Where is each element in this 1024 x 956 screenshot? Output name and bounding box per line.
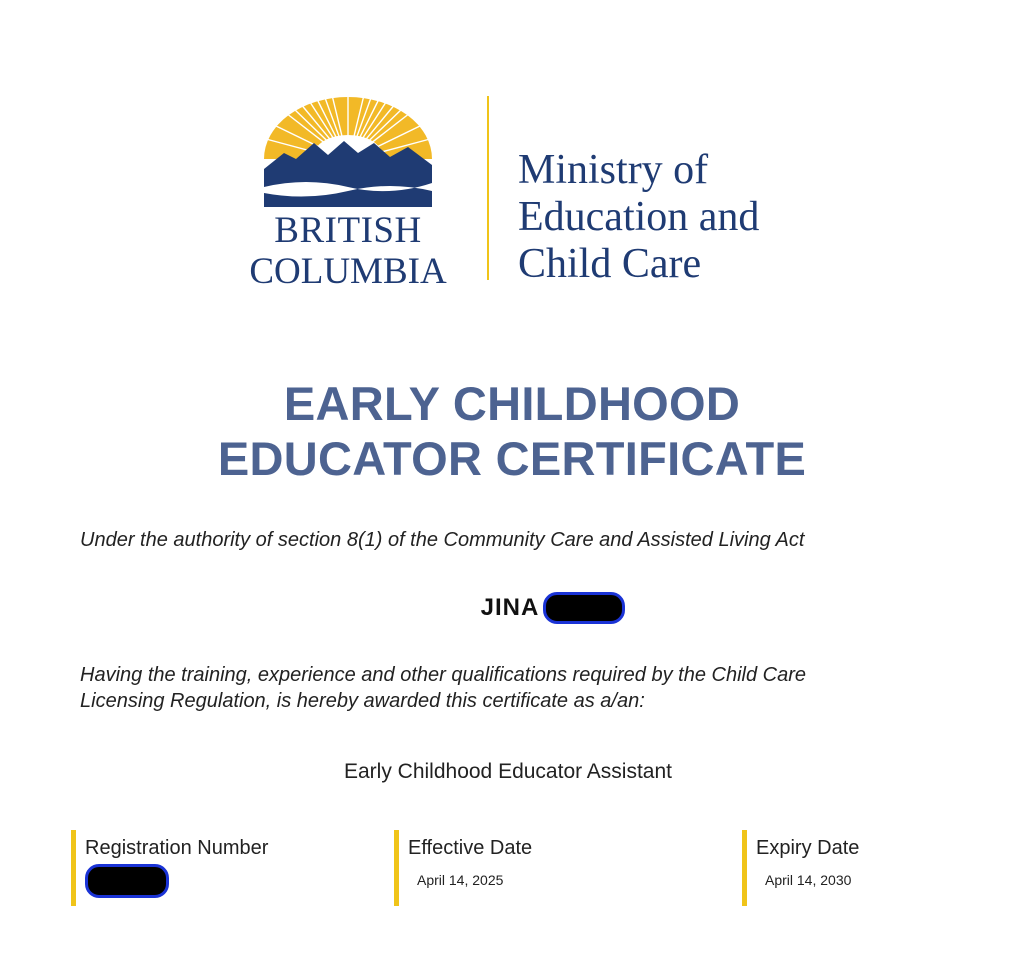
redaction-registration-number (85, 864, 169, 898)
holder-name: JINA (480, 594, 540, 621)
award-type: Early Childhood Educator Assistant (343, 760, 672, 783)
holder-name-row (0, 592, 1024, 624)
ministry-name (518, 147, 759, 288)
ministry-line1: Ministry of (518, 147, 709, 193)
expiry-date-field (742, 830, 982, 906)
ministry-line3: Child Care (518, 241, 702, 287)
effective-date-field (394, 830, 654, 906)
certificate-title-line2: EDUCATOR CERTIFICATE (217, 432, 807, 485)
registration-label: Registration Number (85, 837, 269, 859)
bc-sun-mountain-logo-icon (262, 95, 434, 207)
qualification-line2: Licensing Regulation, is hereby awarded this certificate as a/an: (80, 690, 645, 712)
logo-divider (487, 96, 489, 280)
expiry-date-label: Expiry Date (756, 837, 860, 859)
ministry-line2: Education and (518, 194, 760, 240)
redaction-surname (543, 592, 625, 624)
qualification-line1: Having the training, experience and other qualifications required by the Child Care (80, 664, 806, 686)
expiry-date-value: April 14, 2030 (765, 872, 852, 888)
bc-wordmark-line1: BRITISH (274, 210, 422, 251)
bc-wordmark (238, 212, 458, 290)
certificate-title-line1: EARLY CHILDHOOD (283, 377, 741, 430)
bc-wordmark-line2: COLUMBIA (249, 251, 447, 292)
authority-statement: Under the authority of section 8(1) of the Community Care and Assisted Living Act (80, 529, 805, 551)
effective-date-value: April 14, 2025 (417, 872, 504, 888)
certificate-title (0, 376, 1024, 486)
qualification-statement (80, 662, 960, 714)
effective-date-label: Effective Date (408, 837, 533, 859)
registration-field (71, 830, 331, 906)
